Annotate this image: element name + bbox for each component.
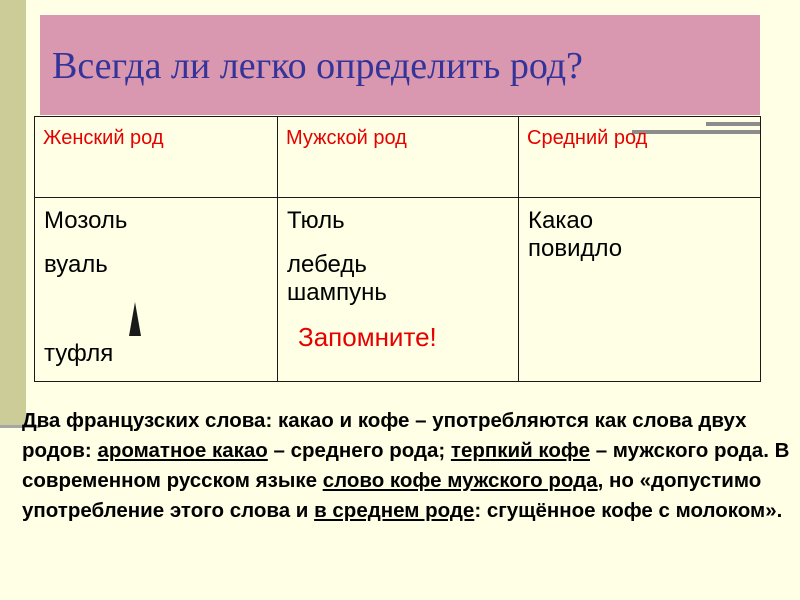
header-cell-neuter <box>519 117 761 198</box>
header-feminine: Женский род <box>43 127 164 149</box>
feminine-cell <box>35 198 278 382</box>
note-text: – среднего рода; <box>267 439 451 462</box>
note-text: – мужского рода. В современном русском языке <box>22 439 790 492</box>
note-underlined-phrase: в среднем роде <box>314 499 475 522</box>
note-text: : сгущённое кофе с молоком». <box>474 499 783 522</box>
note-underlined-phrase: слово кофе мужского рода <box>322 469 598 492</box>
slide-title: Всегда ли легко определить род? <box>52 45 583 87</box>
table-header-row <box>35 117 761 198</box>
word-lebed: лебедь <box>287 251 367 278</box>
word-tyul: Тюль <box>287 207 345 234</box>
arrow-up-icon <box>129 302 141 336</box>
word-shampun: шампунь <box>287 279 387 306</box>
masculine-cell <box>278 198 519 382</box>
word-povidlo: повидло <box>528 235 623 262</box>
note-text: , но «допустимо употребление этого слова и <box>22 469 762 522</box>
word-tuflya: туфля <box>44 340 114 367</box>
table-body-row <box>35 198 761 382</box>
word-mozol: Мозоль <box>44 207 128 234</box>
explanation-paragraph <box>22 406 798 526</box>
word-kakao: Какао <box>528 207 594 234</box>
header-neuter: Средний род <box>527 127 648 149</box>
note-underlined-phrase: терпкий кофе <box>450 439 590 462</box>
header-cell-feminine <box>35 117 278 198</box>
header-masculine: Мужской род <box>286 127 407 149</box>
gender-table <box>34 116 761 382</box>
word-vual: вуаль <box>44 251 108 278</box>
header-cell-masculine <box>278 117 519 198</box>
note-underlined-phrase: ароматное какао <box>97 439 268 462</box>
left-decorative-stripe <box>0 0 26 425</box>
note-text: Два французских слова: какао и кофе – употребляются как слова двух родов: <box>22 409 747 462</box>
neuter-cell <box>519 198 761 382</box>
remember-callout: Запомните! <box>298 322 437 352</box>
